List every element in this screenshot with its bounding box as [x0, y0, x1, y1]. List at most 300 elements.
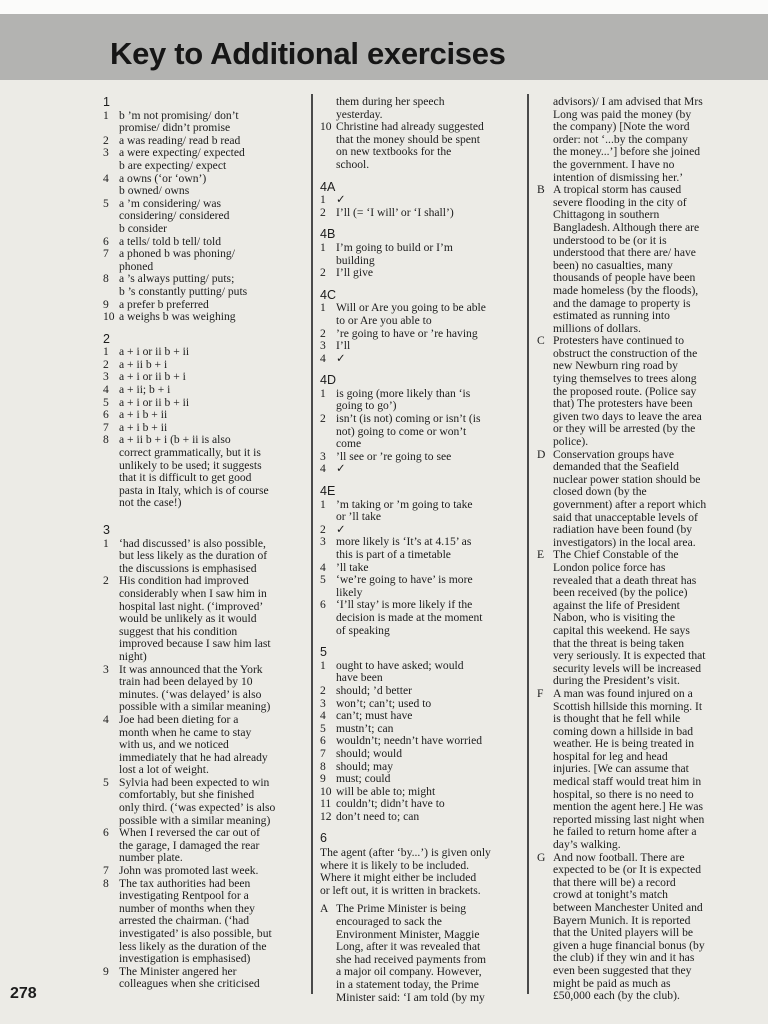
answer-item: [103, 248, 300, 273]
item-number: 11: [320, 797, 332, 811]
answer-item: [320, 710, 520, 723]
column-divider: [311, 94, 313, 994]
answer-list: [320, 194, 520, 219]
text-line: that the threat is being taken: [553, 636, 685, 650]
item-text: [119, 198, 300, 236]
item-number: 2: [103, 574, 109, 588]
answer-list: [320, 660, 520, 824]
text-line: not) going to come or won’t: [336, 424, 467, 438]
text-line: order: not ‘...by the company: [553, 132, 688, 146]
item-number: 10: [103, 310, 115, 324]
answer-item: [320, 413, 520, 451]
answer-item: [320, 96, 520, 121]
text-line: the garage, I damaged the rear: [119, 838, 260, 852]
answer-item: [103, 538, 300, 576]
section-heading: 3: [103, 523, 110, 537]
text-line: month when he came to stay: [119, 725, 252, 739]
text-line: Environment Minister, Maggie: [336, 927, 480, 941]
text-line: hospital, so there is no need to: [553, 787, 694, 801]
text-line: The Prime Minister is being: [336, 902, 467, 916]
item-text: [336, 499, 520, 524]
text-line: Chittagong in southern: [553, 208, 660, 222]
item-text: [119, 664, 300, 714]
item-number: 9: [103, 297, 109, 311]
text-line: obstruct the construction of the: [553, 346, 698, 360]
item-number: 4: [103, 712, 109, 726]
text-line: less likely as the duration of the: [119, 939, 267, 953]
text-line: would be unlikely as it would: [119, 612, 257, 626]
text-line: capital this weekend. He says: [553, 623, 690, 637]
answer-list: [320, 388, 520, 476]
text-line: this is part of a timetable: [336, 548, 451, 561]
item-number: 10: [320, 120, 332, 134]
text-line: colleagues when she criticised: [119, 977, 260, 991]
text-line: not the case!): [119, 496, 182, 510]
text-line: The tax authorities had been: [119, 876, 251, 890]
answer-item: [320, 242, 520, 267]
item-text: [336, 463, 520, 476]
text-line: where it is likely to be included.: [320, 858, 470, 872]
answer-item: [103, 827, 300, 865]
answer-item: [103, 409, 300, 422]
item-number: 4: [103, 383, 109, 397]
text-line: ’m taking or ’m going to take: [336, 497, 473, 511]
text-line: number of months when they: [119, 901, 255, 915]
text-line: school.: [336, 157, 370, 171]
item-number: C: [537, 334, 545, 348]
text-line: that the money should be spent: [336, 132, 480, 146]
item-text: [336, 96, 520, 121]
text-line: a ’m considering/ was: [119, 196, 222, 210]
item-number: 1: [320, 193, 326, 207]
answer-list: [537, 96, 737, 1003]
text-line: should; ’d better: [336, 683, 412, 697]
answer-item: [320, 463, 520, 476]
answer-item: [103, 777, 300, 827]
item-text: [119, 714, 300, 777]
text-line: hospital last night. (‘improved’: [119, 599, 264, 613]
text-line: possible with a similar meaning): [119, 700, 271, 714]
column-3: [537, 96, 737, 1003]
text-line: been) no casualties, many: [553, 258, 673, 272]
text-line: possible with a similar meaning): [119, 813, 271, 827]
text-line: the club) if they win and it has: [553, 951, 695, 965]
answer-item: [103, 173, 300, 198]
text-line: encouraged to sack the: [336, 915, 442, 929]
answer-item: [103, 865, 300, 878]
item-text: [119, 827, 300, 865]
text-line: understood that there are/ have: [553, 246, 696, 260]
text-line: Scottish hillside this morning. It: [553, 699, 703, 713]
item-number: 3: [320, 696, 326, 710]
answer-item: [320, 574, 520, 599]
answer-item: [320, 536, 520, 561]
text-line: or they will be arrested (by the: [553, 422, 696, 436]
text-line: The Minister angered her: [119, 964, 237, 978]
text-line: crowd at tonight’s match: [553, 888, 668, 902]
answer-item: [103, 714, 300, 777]
text-line: number plate.: [119, 851, 183, 865]
text-line: £50,000 each (by the club).: [553, 989, 680, 1003]
section-heading: 5: [320, 645, 327, 660]
item-text: [336, 748, 520, 761]
text-line: I’m going to build or I’m: [336, 240, 453, 254]
item-text: [336, 353, 520, 366]
answer-item: [320, 328, 520, 341]
text-line: Joe had been dieting for a: [119, 712, 239, 726]
item-number: 6: [103, 408, 109, 422]
text-line: can’t; must have: [336, 709, 413, 723]
answer-item: [320, 302, 520, 327]
item-number: 4: [320, 709, 326, 723]
text-line: to or Are you able to: [336, 313, 432, 327]
section-heading: 6: [320, 831, 327, 846]
answer-item: [320, 811, 520, 824]
text-line: of speaking: [336, 623, 390, 637]
answer-item: [320, 388, 520, 413]
item-text: [119, 538, 300, 576]
item-number: 2: [320, 266, 326, 280]
text-line: b ’s constantly putting/ puts: [119, 284, 248, 298]
text-line: intention of dismissing her.’: [553, 170, 684, 184]
item-number: 1: [320, 386, 326, 400]
text-line: investigated’ is also possible, but: [119, 927, 272, 940]
text-line: expected to be (or It is expected: [553, 863, 702, 877]
text-line: going to go’): [336, 399, 397, 413]
item-number: 2: [103, 133, 109, 147]
text-line: the government. I have no: [553, 157, 675, 171]
column-2: [320, 96, 520, 1004]
item-number: 7: [103, 247, 109, 261]
answer-list: [103, 538, 300, 991]
item-number: 6: [103, 234, 109, 248]
text-line: the discussions is emphasised: [119, 561, 257, 575]
text-line: likely: [336, 585, 363, 599]
text-line: ’ll see or ’re going to see: [336, 449, 452, 463]
answer-item: [103, 198, 300, 236]
text-line: suggest that his condition: [119, 624, 238, 638]
text-line: in a statement today, the Prime: [336, 978, 479, 991]
answer-item: [103, 878, 300, 966]
text-line: building: [336, 253, 375, 267]
item-number: 4: [320, 462, 326, 476]
item-number: 1: [103, 108, 109, 122]
item-text: [336, 685, 520, 698]
answer-item: [103, 575, 300, 663]
text-line: Long was paid the money (by: [553, 107, 692, 121]
text-line: a + i b + ii: [119, 420, 168, 434]
text-line: nuclear power station should be: [553, 472, 701, 486]
answer-item: [103, 664, 300, 714]
text-line: Long, after it was revealed that: [336, 940, 481, 954]
text-line: considerably when I saw him in: [119, 586, 267, 600]
item-text: [336, 242, 520, 267]
item-text: [336, 811, 520, 824]
text-line: considering/ considered: [119, 209, 230, 223]
text-line: train had been delayed by 10: [119, 675, 253, 689]
text-line: investigators) in the local area.: [553, 535, 696, 549]
text-line: investigating Rentpool for a: [119, 889, 249, 903]
text-line: b consider: [119, 221, 167, 235]
text-line: Christine had already suggested: [336, 120, 484, 134]
item-number: 8: [103, 272, 109, 286]
text-line: that it is difficult to get good: [119, 471, 252, 485]
text-line: will be able to; might: [336, 784, 436, 798]
answer-list: [320, 96, 520, 172]
item-text: [119, 966, 300, 991]
text-line: should; would: [336, 746, 403, 760]
text-line: very seriously. It is expected that: [553, 649, 706, 663]
text-line: b owned/ owns: [119, 184, 190, 198]
text-line: ‘I’ll stay’ is more likely if the: [336, 598, 473, 612]
item-text: [119, 409, 300, 422]
text-line: b are expecting/ expect: [119, 158, 227, 172]
text-line: more likely is ‘It’s at 4.15’ as: [336, 535, 472, 549]
answer-item: [320, 798, 520, 811]
answer-item: [320, 903, 520, 1004]
text-line: Protesters have continued to: [553, 334, 685, 348]
item-number: 3: [320, 449, 326, 463]
text-line: Bayern Munich. It is reported: [553, 913, 691, 927]
answer-list: [103, 346, 300, 510]
text-line: with us, and we noticed: [119, 738, 229, 752]
text-line: come: [336, 437, 362, 451]
text-line: reported missing last night when: [553, 812, 705, 826]
item-text: [119, 384, 300, 397]
text-line: she had received payments from: [336, 952, 487, 966]
item-number: D: [537, 447, 546, 461]
text-line: might be paid as much as: [553, 976, 671, 990]
text-line: only third. (‘was expected’ is also: [119, 801, 276, 815]
text-line: the company) [Note the word: [553, 120, 690, 134]
answer-item: [320, 748, 520, 761]
item-number: 5: [103, 196, 109, 210]
item-number: 1: [320, 658, 326, 672]
text-line: b ’m not promising/ don’t: [119, 108, 239, 122]
text-line: weather. He is being treated in: [553, 737, 695, 751]
answer-item: [537, 96, 737, 184]
text-line: correct grammatically, but it is: [119, 446, 261, 460]
text-line: isn’t (is not) coming or isn’t (is: [336, 412, 481, 426]
text-line: a tells/ told b tell/ told: [119, 234, 222, 248]
item-text: [553, 335, 737, 448]
item-text: [119, 777, 300, 827]
text-line: is going (more likely than ‘is: [336, 386, 471, 400]
text-line: that there will be) a record: [553, 875, 676, 889]
answer-item: [320, 773, 520, 786]
answer-list: [320, 242, 520, 280]
text-line: mustn’t; can: [336, 721, 394, 735]
text-line: between Manchester United and: [553, 901, 703, 914]
section-heading: 4B: [320, 227, 336, 242]
text-line: security levels will be increased: [553, 661, 702, 675]
text-line: promise/ didn’t promise: [119, 121, 231, 135]
text-line: millions of dollars.: [553, 321, 641, 335]
text-line: A tropical storm has caused: [553, 183, 682, 197]
text-line: mention the agent here.] He was: [553, 800, 704, 814]
text-line: ‘we’re going to have’ is more: [336, 573, 473, 587]
text-line: new Newburn ring road by: [553, 359, 678, 373]
text-line: Sylvia had been expected to win: [119, 775, 270, 789]
item-number: B: [537, 183, 545, 197]
text-line: His condition had improved: [119, 574, 249, 588]
item-number: 6: [320, 598, 326, 612]
item-text: [336, 773, 520, 786]
item-text: [119, 575, 300, 663]
text-line: the money...’] before she joined: [553, 145, 701, 159]
text-line: closed down (by the: [553, 485, 647, 499]
text-line: a + ii b + i: [119, 357, 168, 371]
answer-item: [103, 966, 300, 991]
item-number: 4: [103, 171, 109, 185]
item-number: 5: [103, 775, 109, 789]
answer-item: [103, 147, 300, 172]
answer-item: [320, 685, 520, 698]
page-number: 278: [10, 985, 37, 1002]
text-line: The agent (after ‘by...’) is given only: [320, 846, 491, 860]
text-line: minutes. (‘was delayed’ is also: [119, 687, 262, 701]
text-line: ✓: [336, 193, 346, 207]
item-number: 2: [320, 522, 326, 536]
text-line: Bangladesh. Although there are: [553, 220, 700, 234]
text-line: but less likely as the duration of: [119, 549, 268, 563]
section-heading: 4A: [320, 179, 336, 194]
text-line: a + i b + ii: [119, 408, 168, 422]
text-line: have been: [336, 671, 383, 685]
item-number: 3: [103, 370, 109, 384]
item-number: 2: [103, 357, 109, 371]
item-text: [119, 434, 300, 510]
text-line: Will or Are you going to be able: [336, 301, 486, 315]
item-number: 10: [320, 784, 332, 798]
column-divider: [527, 94, 529, 994]
item-number: 5: [103, 395, 109, 409]
item-number: 8: [103, 876, 109, 890]
intro-paragraph: [320, 847, 520, 897]
text-line: thousands of people have been: [553, 271, 696, 285]
answer-item: [103, 346, 300, 359]
item-text: [553, 96, 737, 184]
text-line: coming down a hillside in bad: [553, 724, 694, 738]
answer-item: [320, 340, 520, 353]
item-text: [336, 121, 520, 171]
item-text: [336, 340, 520, 353]
item-number: 4: [320, 560, 326, 574]
item-text: [336, 207, 520, 220]
text-line: decision is made at the moment: [336, 610, 483, 624]
text-line: a ’s always putting/ puts;: [119, 272, 235, 286]
section-heading: 2: [103, 331, 110, 346]
text-line: and the damage to property is: [553, 296, 691, 310]
text-line: I’ll give: [336, 266, 374, 280]
text-line: immediately that he had already: [119, 750, 268, 764]
text-line: arrested the chairman. (‘had: [119, 914, 250, 928]
item-number: E: [537, 548, 545, 562]
text-line: ’ll take: [336, 560, 369, 574]
item-text: [336, 536, 520, 561]
item-text: [336, 388, 520, 413]
item-number: F: [537, 686, 544, 700]
item-number: A: [320, 902, 329, 916]
item-number: 7: [103, 420, 109, 434]
text-line: the proposed route. (Police say: [553, 384, 697, 398]
answer-item: [537, 549, 737, 688]
item-text: [336, 302, 520, 327]
column-1: [103, 96, 300, 991]
text-line: a major oil company. However,: [336, 965, 482, 979]
text-line: comfortably, but she finished: [119, 788, 255, 802]
item-number: 3: [103, 662, 109, 676]
item-number: 6: [103, 826, 109, 840]
text-line: Conservation groups have: [553, 447, 675, 461]
item-text: [336, 599, 520, 637]
item-text: [336, 903, 520, 1004]
item-text: [336, 710, 520, 723]
item-number: 8: [320, 759, 326, 773]
answer-item: [320, 194, 520, 207]
item-number: 12: [320, 809, 332, 823]
text-line: Minister said: ‘I am told (by my: [336, 990, 485, 1004]
text-line: demanded that the Seafield: [553, 460, 679, 474]
item-number: 3: [103, 146, 109, 160]
page-title: Key to Additional exercises: [110, 36, 506, 71]
answer-item: [537, 335, 737, 448]
item-text: [119, 248, 300, 273]
answer-item: [320, 660, 520, 685]
item-number: 3: [320, 339, 326, 353]
answer-item: [103, 273, 300, 298]
answer-item: [320, 599, 520, 637]
answer-item: [320, 207, 520, 220]
text-line: unlikely to be used; it suggests: [119, 458, 262, 472]
text-line: I’ll: [336, 339, 351, 353]
text-line: them during her speech: [336, 95, 445, 108]
text-line: advisors)/ I am advised that Mrs: [553, 95, 703, 108]
header-top-strip: [0, 0, 768, 14]
text-line: or ’ll take: [336, 510, 382, 524]
answer-list: [320, 302, 520, 365]
text-line: or left out, it is written in brackets.: [320, 883, 481, 897]
text-line: he failed to return home after a: [553, 825, 697, 839]
item-number: 9: [103, 964, 109, 978]
item-text: [336, 660, 520, 685]
text-line: been received (by the police): [553, 586, 688, 600]
item-number: 5: [320, 721, 326, 735]
item-number: 3: [320, 535, 326, 549]
item-number: 1: [103, 536, 109, 550]
item-number: 1: [103, 345, 109, 359]
item-text: [336, 451, 520, 464]
text-line: given two days to leave the area: [553, 409, 702, 423]
section-heading: 4E: [320, 484, 336, 499]
text-line: ‘had discussed’ is also possible,: [119, 536, 266, 550]
text-line: even been suggested that they: [553, 963, 692, 977]
text-line: John was promoted last week.: [119, 864, 259, 878]
section-heading: 4C: [320, 287, 336, 302]
text-line: a + i or ii b + ii: [119, 395, 190, 409]
text-line: a prefer b preferred: [119, 297, 209, 311]
item-text: [336, 574, 520, 599]
text-line: estimated as running into: [553, 309, 670, 323]
answer-item: [537, 688, 737, 852]
item-number: 9: [320, 772, 326, 786]
text-line: hospital for leg and head: [553, 749, 668, 763]
text-line: couldn’t; didn’t have to: [336, 797, 445, 811]
item-text: [119, 173, 300, 198]
text-line: ✓: [336, 351, 346, 365]
answer-item: [320, 267, 520, 280]
text-line: understood to be (or it is: [553, 233, 667, 247]
